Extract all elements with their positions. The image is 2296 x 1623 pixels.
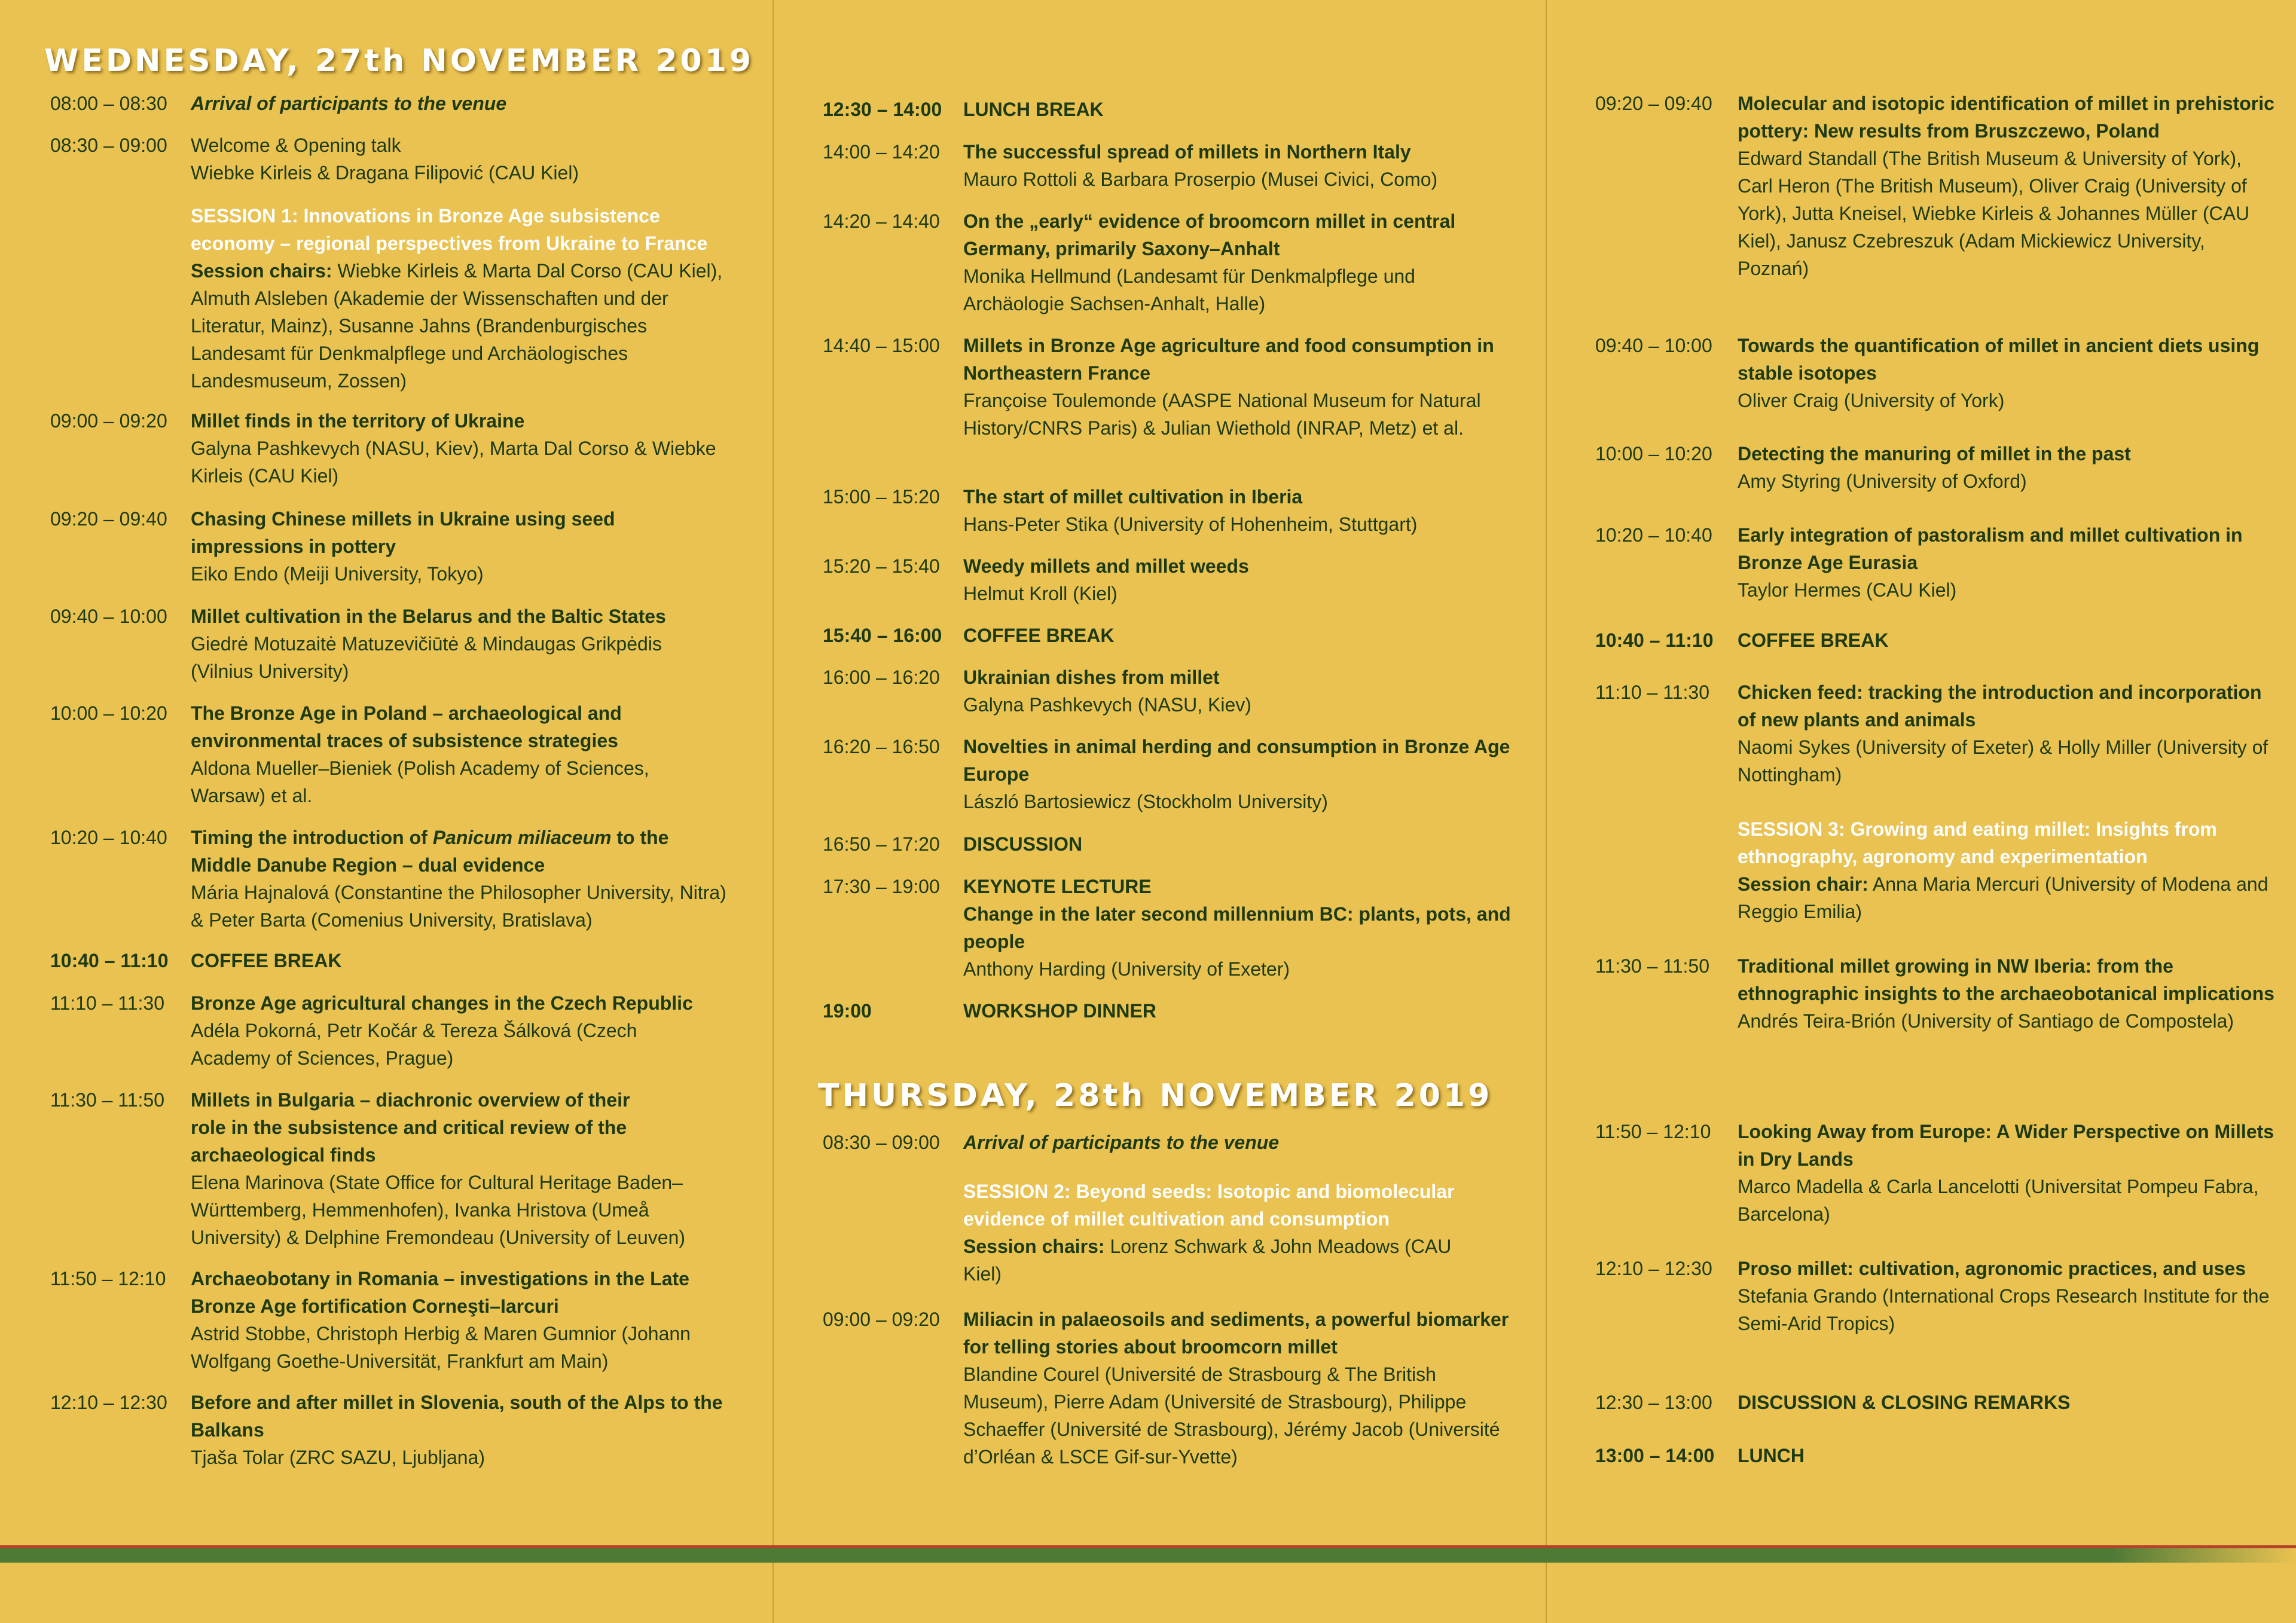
entry-authors: Blandine Courel (Université de Strasbourg & The British Museum), Pierre Adam (Université de Strasbourg), Philippe Schaeffer (Université de Strasbourg), Jérémy Jacob (Université d’Orléan & LSCE Gif-sur-Yvette)	[963, 1364, 1500, 1468]
entry-time: 09:40 – 10:00	[50, 606, 167, 627]
entry-time: 10:00 – 10:20	[1595, 443, 1712, 464]
day-title: THURSDAY, 28th NOVEMBER 2019	[818, 1078, 1493, 1114]
entry-time: 09:00 – 09:20	[823, 1309, 940, 1330]
entry-time: 15:40 – 16:00	[823, 625, 942, 646]
entry-time: 08:30 – 09:00	[823, 1132, 940, 1153]
column-divider-1	[773, 0, 774, 1623]
entry-time: 11:10 – 11:30	[1595, 681, 1709, 703]
footer-band-green	[0, 1548, 2296, 1563]
entry-title: Millets in Bronze Age agriculture and food consumption in Northeastern France	[963, 335, 1494, 384]
break-label: LUNCH BREAK	[963, 99, 1104, 120]
entry-title: On the „early“ evidence of broomcorn millet in central Germany, primarily Saxony–Anhalt	[963, 210, 1456, 259]
break-label: LUNCH	[1738, 1445, 1805, 1466]
session-chairs-label: Session chair:	[1738, 873, 1868, 895]
entry-title: Detecting the manuring of millet in the past	[1738, 443, 2131, 464]
entry-authors: Mauro Rottoli & Barbara Proserpio (Musei Civici, Como)	[963, 169, 1438, 190]
entry-time: 16:50 – 17:20	[823, 833, 940, 855]
entry-authors: Edward Standall (The British Museum & University of York), Carl Heron (The British Museum), Oliver Craig (University of York), Jutta Kneisel, Wiebke Kirleis & Johannes Müller (CAU Kiel), Janusz Czebreszuk (Adam Mickiewicz University, Poznań)	[1738, 148, 2250, 279]
entry-title: The successful spread of millets in Northern Italy	[963, 141, 1411, 163]
entry-time: 12:30 – 13:00	[1595, 1392, 1712, 1413]
entry-title: Towards the quantification of millet in ancient diets using stable isotopes	[1738, 335, 2260, 384]
entry-authors: Stefania Grando (International Crops Research Institute for the Semi-Arid Tropics)	[1738, 1285, 2270, 1334]
entry-time: 19:00	[823, 1000, 872, 1022]
entry-authors: Tjaša Tolar (ZRC SAZU, Ljubljana)	[191, 1447, 486, 1468]
session-chairs: Anna Maria Mercuri (University of Modena and Reggio Emilia)	[1738, 873, 2268, 922]
entry-time: 14:40 – 15:00	[823, 335, 940, 356]
entry-title: Early integration of pastoralism and millet cultivation in Bronze Age Eurasia	[1738, 524, 2243, 573]
entry-authors: Naomi Sykes (University of Exeter) & Holly Miller (University of Nottingham)	[1738, 736, 2268, 785]
entry-authors: Oliver Craig (University of York)	[1738, 390, 2005, 411]
break-label: COFFEE BREAK	[963, 625, 1115, 646]
entry-time: 09:20 – 09:40	[50, 508, 167, 530]
entry-authors: Monika Hellmund (Landesamt für Denkmalpflege und Archäologie Sachsen-Anhalt, Halle)	[963, 265, 1415, 314]
session-chairs-label: Session chairs:	[191, 260, 332, 282]
entry-time: 09:40 – 10:00	[1595, 335, 1712, 356]
entry-title: Chasing Chinese millets in Ukraine using seed impressions in pottery	[191, 508, 615, 557]
entry-time: 08:30 – 09:00	[50, 135, 167, 156]
entry-title: Bronze Age agricultural changes in the Czech Republic	[191, 992, 693, 1014]
entry-title: Arrival of participants to the venue	[963, 1132, 1280, 1153]
entry-time: 11:10 – 11:30	[50, 992, 164, 1014]
session-chairs: Wiebke Kirleis & Marta Dal Corso (CAU Kiel), Almuth Alsleben (Akademie der Wissenschaften und der Literatur, Mainz), Susanne Jahns (Brandenburgisches Landesamt für Denkmalpflege und Archäologisches Landesmuseum, Zossen)	[191, 260, 723, 392]
entry-time: 14:20 – 14:40	[823, 210, 940, 232]
entry-title: Novelties in animal herding and consumption in Bronze Age Europe	[963, 736, 1510, 785]
break-label: DISCUSSION	[963, 833, 1083, 855]
entry-title: The start of millet cultivation in Iberia	[963, 486, 1303, 508]
entry-time: 15:00 – 15:20	[823, 486, 940, 508]
entry-authors: Helmut Kroll (Kiel)	[963, 583, 1118, 604]
day-title: WEDNESDAY, 27th NOVEMBER 2019	[44, 43, 755, 79]
entry-authors: Françoise Toulemonde (AASPE National Museum for Natural History/CNRS Paris) & Julian Wiethold (INRAP, Metz) et al.	[963, 390, 1481, 439]
entry-time: 16:00 – 16:20	[823, 667, 940, 688]
entry-title: Millet cultivation in the Belarus and the Baltic States	[191, 606, 666, 627]
entry-authors: Adéla Pokorná, Petr Kočár & Tereza Šálková (Czech Academy of Sciences, Prague)	[191, 1020, 637, 1069]
entry-title: Ukrainian dishes from millet	[963, 667, 1220, 688]
entry-title: Millet finds in the territory of Ukraine	[191, 410, 525, 432]
entry-title: Molecular and isotopic identification of millet in prehistoric pottery: New results from Bruszczewo, Poland	[1738, 93, 2274, 142]
entry-time: 12:30 – 14:00	[823, 99, 942, 120]
session-heading: SESSION 3: Growing and eating millet: Insights from ethnography, agronomy and experimentation	[1738, 818, 2217, 867]
entry-title: KEYNOTE LECTURE	[963, 876, 1152, 897]
entry-time: 10:00 – 10:20	[50, 702, 167, 724]
entry-authors: Taylor Hermes (CAU Kiel)	[1738, 579, 1957, 601]
entry-time: 10:40 – 11:10	[50, 950, 169, 971]
entry-time: 09:20 – 09:40	[1595, 93, 1712, 114]
entry-time: 11:30 – 11:50	[1595, 955, 1709, 977]
entry-subtitle: Change in the later second millennium BC: plants, pots, and people	[963, 903, 1511, 952]
entry-title: Millets in Bulgaria – diachronic overview of their role in the subsistence and critical review of the archaeological finds	[191, 1089, 630, 1166]
entry-authors: Andrés Teira-Brión (University of Santiago de Compostela)	[1738, 1010, 2234, 1032]
entry-title: Arrival of participants to the venue	[191, 93, 507, 114]
species-name: Panicum miliaceum	[432, 827, 612, 848]
entry-authors: Eiko Endo (Meiji University, Tokyo)	[191, 563, 484, 585]
entry-time: 13:00 – 14:00	[1595, 1445, 1715, 1466]
break-label: WORKSHOP DINNER	[963, 1000, 1156, 1022]
entry-authors: Astrid Stobbe, Christoph Herbig & Maren Gumnior (Johann Wolfgang Goethe-Universität, Frankfurt am Main)	[191, 1323, 691, 1372]
entry-time: 09:00 – 09:20	[50, 410, 167, 432]
entry-title: Timing the introduction of Panicum miliaceum to the Middle Danube Region – dual evidence	[191, 827, 669, 876]
entry-authors: Anthony Harding (University of Exeter)	[963, 958, 1290, 980]
column-divider-2	[1546, 0, 1547, 1623]
entry-authors: Galyna Pashkevych (NASU, Kiev)	[963, 694, 1251, 716]
entry-authors: Mária Hajnalová (Constantine the Philosopher University, Nitra) & Peter Barta (Comenius University, Bratislava)	[191, 882, 726, 931]
entry-time: 16:20 – 16:50	[823, 736, 940, 757]
entry-title: Looking Away from Europe: A Wider Perspective on Millets in Dry Lands	[1738, 1121, 2274, 1170]
entry-time: 08:00 – 08:30	[50, 93, 167, 114]
entry-time: 10:20 – 10:40	[50, 827, 167, 848]
entry-authors: Elena Marinova (State Office for Cultural Heritage Baden–Württemberg, Hemmenhofen), Ivanka Hristova (Umeå University) & Delphine Fremondeau (University of Leuven)	[191, 1172, 686, 1248]
entry-title: Weedy millets and millet weeds	[963, 555, 1249, 577]
entry-title: Proso millet: cultivation, agronomic practices, and uses	[1738, 1258, 2246, 1279]
entry-title: The Bronze Age in Poland – archaeological and environmental traces of subsistence strategies	[191, 702, 622, 751]
entry-title: Archaeobotany in Romania – investigations in the Late Bronze Age fortification Corneşti–Iarcuri	[191, 1268, 689, 1317]
session-heading: SESSION 2: Beyond seeds: Isotopic and biomolecular evidence of millet cultivation and consumption	[963, 1181, 1455, 1230]
entry-time: 12:10 – 12:30	[1595, 1258, 1712, 1279]
entry-time: 11:50 – 12:10	[50, 1268, 166, 1289]
entry-time: 10:20 – 10:40	[1595, 524, 1712, 546]
entry-title: Miliacin in palaeosoils and sediments, a powerful biomarker for telling stories about broomcorn millet	[963, 1309, 1509, 1358]
entry-time: 10:40 – 11:10	[1595, 629, 1714, 651]
entry-title: Before and after millet in Slovenia, south of the Alps to the Balkans	[191, 1392, 723, 1441]
entry-authors: László Bartosiewicz (Stockholm University)	[963, 791, 1328, 812]
break-label: COFFEE BREAK	[1738, 629, 1889, 651]
session-chairs-label: Session chairs:	[963, 1236, 1105, 1257]
break-label: DISCUSSION & CLOSING REMARKS	[1738, 1392, 2071, 1413]
entry-authors: Giedrė Motuzaitė Matuzevičiūtė & Mindaugas Grikpėdis (Vilnius University)	[191, 633, 662, 682]
entry-time: 11:30 – 11:50	[50, 1089, 164, 1111]
entry-title: Traditional millet growing in NW Iberia: from the ethnographic insights to the archaeobotanical implications	[1738, 955, 2274, 1004]
entry-authors: Amy Styring (University of Oxford)	[1738, 470, 2027, 492]
entry-authors: Galyna Pashkevych (NASU, Kiev), Marta Dal Corso & Wiebke Kirleis (CAU Kiel)	[191, 438, 716, 487]
entry-authors: Marco Madella & Carla Lancelotti (Universitat Pompeu Fabra, Barcelona)	[1738, 1176, 2259, 1225]
entry-title: Welcome & Opening talk	[191, 135, 401, 156]
entry-time: 17:30 – 19:00	[823, 876, 940, 897]
entry-authors: Hans-Peter Stika (University of Hohenheim, Stuttgart)	[963, 514, 1418, 535]
entry-time: 14:00 – 14:20	[823, 141, 940, 163]
entry-authors: Wiebke Kirleis & Dragana Filipović (CAU Kiel)	[191, 162, 579, 184]
entry-authors: Aldona Mueller–Bieniek (Polish Academy of Sciences, Warsaw) et al.	[191, 757, 649, 806]
session-heading: SESSION 1: Innovations in Bronze Age subsistence economy – regional perspectives from Ukraine to France	[191, 205, 708, 254]
break-label: COFFEE BREAK	[191, 950, 342, 971]
entry-title: Chicken feed: tracking the introduction and incorporation of new plants and animals	[1738, 681, 2262, 730]
entry-time: 11:50 – 12:10	[1595, 1121, 1711, 1142]
entry-time: 12:10 – 12:30	[50, 1392, 167, 1413]
session-chairs: Lorenz Schwark & John Meadows (CAU Kiel)	[963, 1236, 1452, 1285]
entry-time: 15:20 – 15:40	[823, 555, 940, 577]
